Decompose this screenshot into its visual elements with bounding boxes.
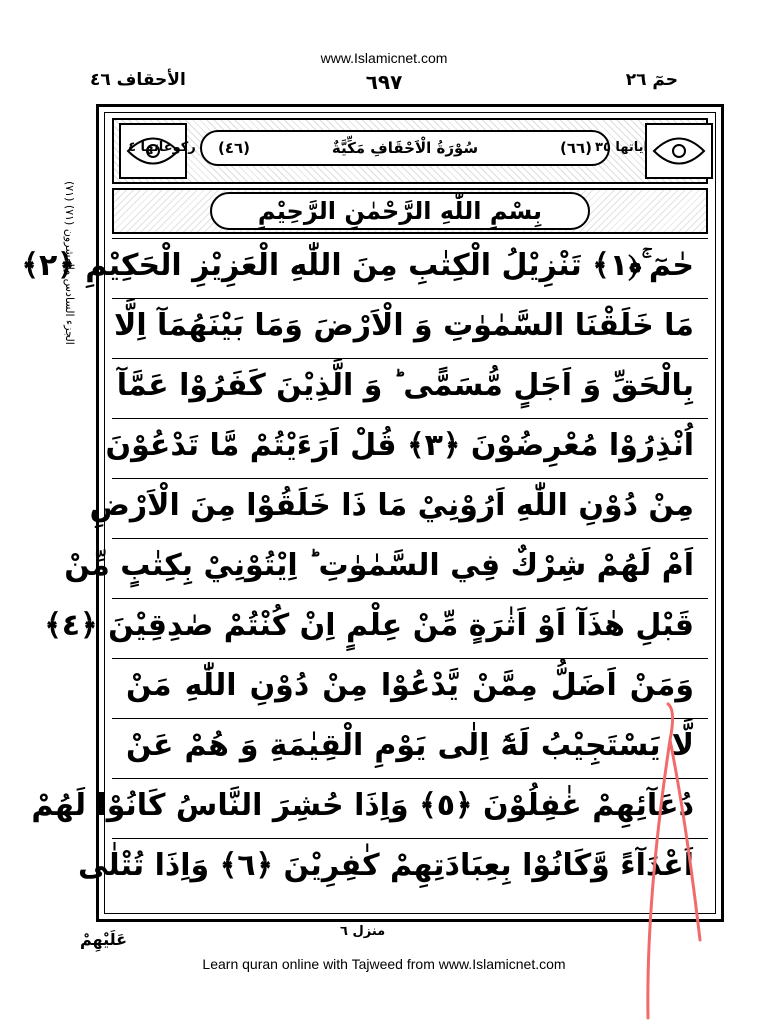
- text-line-6: اَمْ لَهُمْ شِرْكٌ فِي السَّمٰوٰتِ ؕ اِيْتُوْنِيْ بِكِتٰبٍ مِّنْ: [112, 538, 708, 596]
- footer-website-text: Learn quran online with Tajweed from www.Islamicnet.com: [202, 956, 566, 972]
- header-website: www.Islamicnet.com: [320, 50, 448, 66]
- header-surah-short: الأحقاف ٤٦: [90, 70, 186, 90]
- text-line-11: اَعْدَآءً وَّكَانُوْا بِعِبَادَتِهِمْ كٰفِرِيْنَ ﴿٦﴾ وَاِذَا تُتْلٰى: [112, 838, 708, 896]
- pen-annotation-mark: [640, 700, 710, 1020]
- header-page-number: ٦٩٧: [365, 70, 403, 94]
- manzil-label: منزل ٦: [340, 924, 386, 939]
- catchword: عَلَيْهِمْ: [80, 930, 128, 949]
- basmala: بِسْمِ اللّٰهِ الرَّحْمٰنِ الرَّحِيْمِ: [210, 192, 590, 230]
- text-line-8: وَمَنْ اَضَلُّ مِمَّنْ يَّدْعُوْا مِنْ دُوْنِ اللّٰهِ مَنْ: [112, 658, 708, 716]
- text-line-7: قَبْلِ هٰذَآ اَوْ اَثٰرَةٍ مِّنْ عِلْمٍ اِنْ كُنْتُمْ صٰدِقِيْنَ ﴿٤﴾: [112, 598, 708, 656]
- text-line-9: لَّا يَسْتَجِيْبُ لَهٗٓ اِلٰى يَوْمِ الْقِيٰمَةِ وَ هُمْ عَنْ: [112, 718, 708, 776]
- surah-revelation-order: (٦٦): [559, 139, 592, 157]
- text-line-10: دُعَآئِهِمْ غٰفِلُوْنَ ﴿٥﴾ وَاِذَا حُشِرَ النَّاسُ كَانُوْا لَهُمْ: [112, 778, 708, 836]
- surah-title-box: [200, 130, 610, 166]
- surah-number: (٤٦): [218, 139, 251, 157]
- text-line-3: بِالْحَقِّ وَ اَجَلٍ مُّسَمًّى ؕ وَ الَّذِيْنَ كَفَرُوْا عَمَّآ: [112, 358, 708, 416]
- ruku-count: ركوعاتها ٤: [128, 140, 196, 155]
- ornament-right-icon: [644, 122, 714, 180]
- side-note: (٧١) الجزء السادس والعشرون (٧١): [63, 181, 76, 345]
- header-juz: حمٓ ٢٦: [625, 70, 678, 90]
- surah-title: سُوْرَةُ الْاَحْقَافِ مَكِّيَّةٌ: [331, 139, 479, 157]
- text-line-4: اُنْذِرُوْا مُعْرِضُوْنَ ﴿٣﴾ قُلْ اَرَءَيْتُمْ مَّا تَدْعُوْنَ: [112, 418, 708, 476]
- text-line-2: مَا خَلَقْنَا السَّمٰوٰتِ وَ الْاَرْضَ وَمَا بَيْنَهُمَآ اِلَّا: [112, 298, 708, 356]
- text-line-5: مِنْ دُوْنِ اللّٰهِ اَرُوْنِيْ مَا ذَا خَلَقُوْا مِنَ الْاَرْضِ: [112, 478, 708, 536]
- text-line-1: حٰمٓ ۚ﴿١﴾ تَنْزِيْلُ الْكِتٰبِ مِنَ اللّٰهِ الْعَزِيْزِ الْحَكِيْمِ ﴿٢﴾: [112, 238, 708, 296]
- ayah-count: اٰياتها ٣٥: [595, 140, 648, 155]
